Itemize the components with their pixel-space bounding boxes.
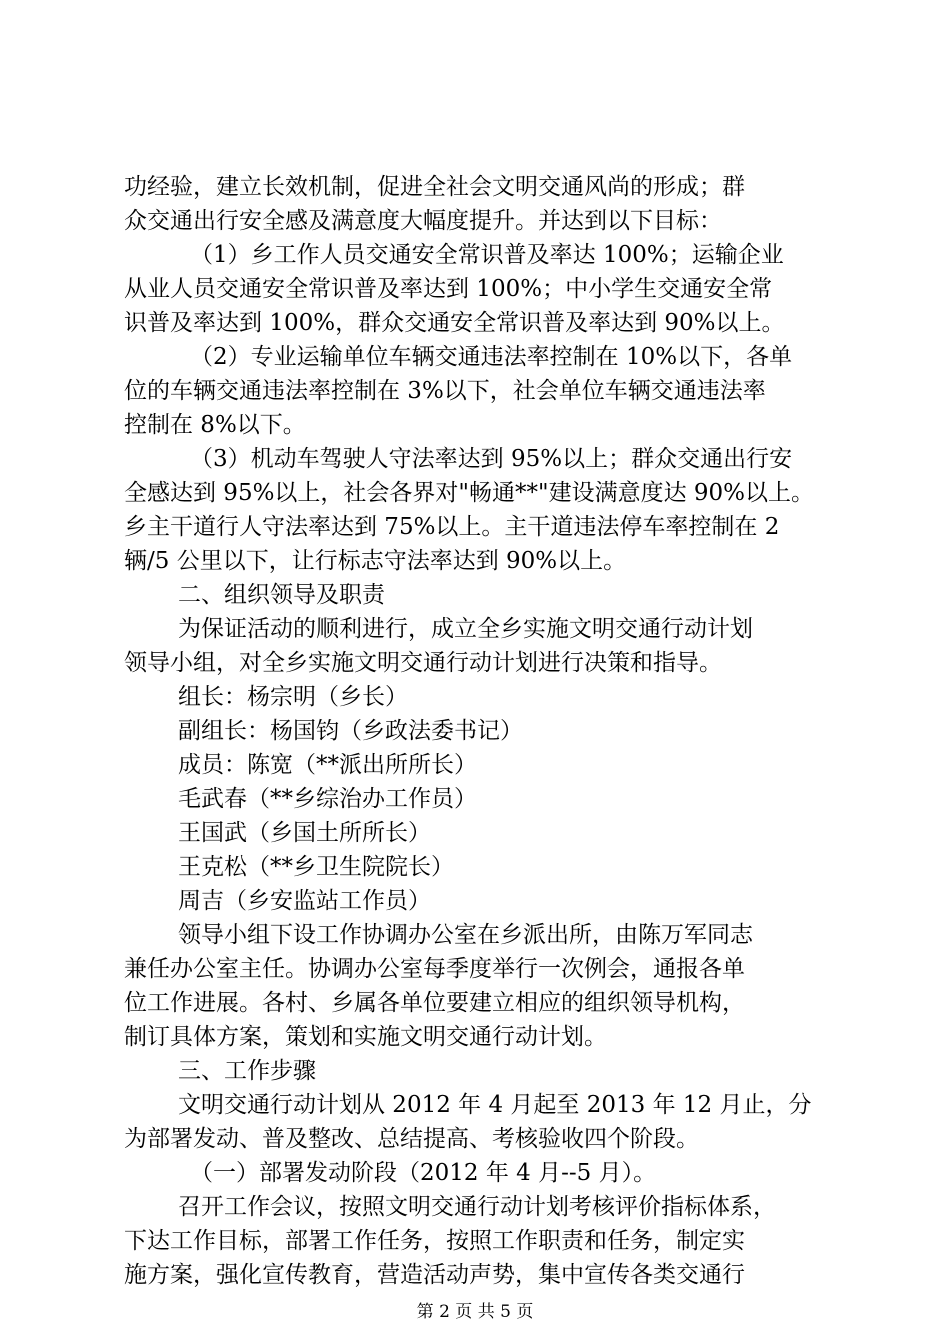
section-heading: 三、工作步骤 bbox=[178, 1058, 316, 1084]
text-line: 领导小组，对全乡实施文明交通行动计划进行决策和指导。 bbox=[124, 650, 722, 676]
text-line: 施方案，强化宣传教育，营造活动声势，集中宣传各类交通行 bbox=[124, 1262, 745, 1288]
member-line: 周吉（乡安监站工作员） bbox=[178, 888, 431, 914]
text-line: 控制在 8%以下。 bbox=[124, 412, 306, 438]
text-line: 众交通出行安全感及满意度大幅度提升。并达到以下目标： bbox=[124, 208, 722, 234]
page-number-footer: 第 2 页 共 5 页 bbox=[416, 1302, 534, 1322]
text-line: 下达工作目标，部署工作任务，按照工作职责和任务，制定实 bbox=[124, 1228, 745, 1254]
member-line: 毛武春（**乡综治办工作员） bbox=[178, 786, 477, 812]
text-line: （1）乡工作人员交通安全常识普及率达 100%；运输企业 bbox=[190, 242, 784, 268]
member-line: 王克松（**乡卫生院院长） bbox=[178, 854, 454, 880]
member-line: 成员：陈宽（**派出所所长） bbox=[178, 752, 477, 778]
text-line: 为保证活动的顺利进行，成立全乡实施文明交通行动计划 bbox=[178, 616, 753, 642]
text-line: 乡主干道行人守法率达到 75%以上。主干道违法停车率控制在 2 bbox=[124, 514, 780, 540]
text-line: 辆/5 公里以下，让行标志守法率达到 90%以上。 bbox=[124, 548, 627, 574]
text-line: 文明交通行动计划从 2012 年 4 月起至 2013 年 12 月止，分 bbox=[178, 1092, 812, 1118]
text-line: 制订具体方案，策划和实施文明交通行动计划。 bbox=[124, 1024, 607, 1050]
text-line: 从业人员交通安全常识普及率达到 100%；中小学生交通安全常 bbox=[124, 276, 773, 302]
text-line: 位的车辆交通违法率控制在 3%以下，社会单位车辆交通违法率 bbox=[124, 378, 766, 404]
text-line: 领导小组下设工作协调办公室在乡派出所，由陈万军同志 bbox=[178, 922, 753, 948]
text-line: 功经验，建立长效机制，促进全社会文明交通风尚的形成；群 bbox=[124, 174, 745, 200]
text-line: 兼任办公室主任。协调办公室每季度举行一次例会，通报各单 bbox=[124, 956, 745, 982]
member-line: 王国武（乡国土所所长） bbox=[178, 820, 431, 846]
text-line: 召开工作会议，按照文明交通行动计划考核评价指标体系， bbox=[178, 1194, 776, 1220]
text-line: （3）机动车驾驶人守法率达到 95%以上；群众交通出行安 bbox=[190, 446, 793, 472]
section-heading: 二、组织领导及职责 bbox=[178, 582, 385, 608]
member-line: 副组长：杨国钧（乡政法委书记） bbox=[178, 718, 523, 744]
text-line: 位工作进展。各村、乡属各单位要建立相应的组织领导机构， bbox=[124, 990, 745, 1016]
text-line: （2）专业运输单位车辆交通违法率控制在 10%以下，各单 bbox=[190, 344, 793, 370]
text-line: 全感达到 95%以上，社会各界对"畅通**"建设满意度达 90%以上。 bbox=[124, 480, 815, 506]
text-line: 识普及率达到 100%，群众交通安全常识普及率达到 90%以上。 bbox=[124, 310, 785, 336]
subsection-heading: （一）部署发动阶段（2012 年 4 月--5 月）。 bbox=[190, 1160, 657, 1186]
text-line: 为部署发动、普及整改、总结提高、考核验收四个阶段。 bbox=[124, 1126, 699, 1152]
member-line: 组长：杨宗明（乡长） bbox=[178, 684, 408, 710]
